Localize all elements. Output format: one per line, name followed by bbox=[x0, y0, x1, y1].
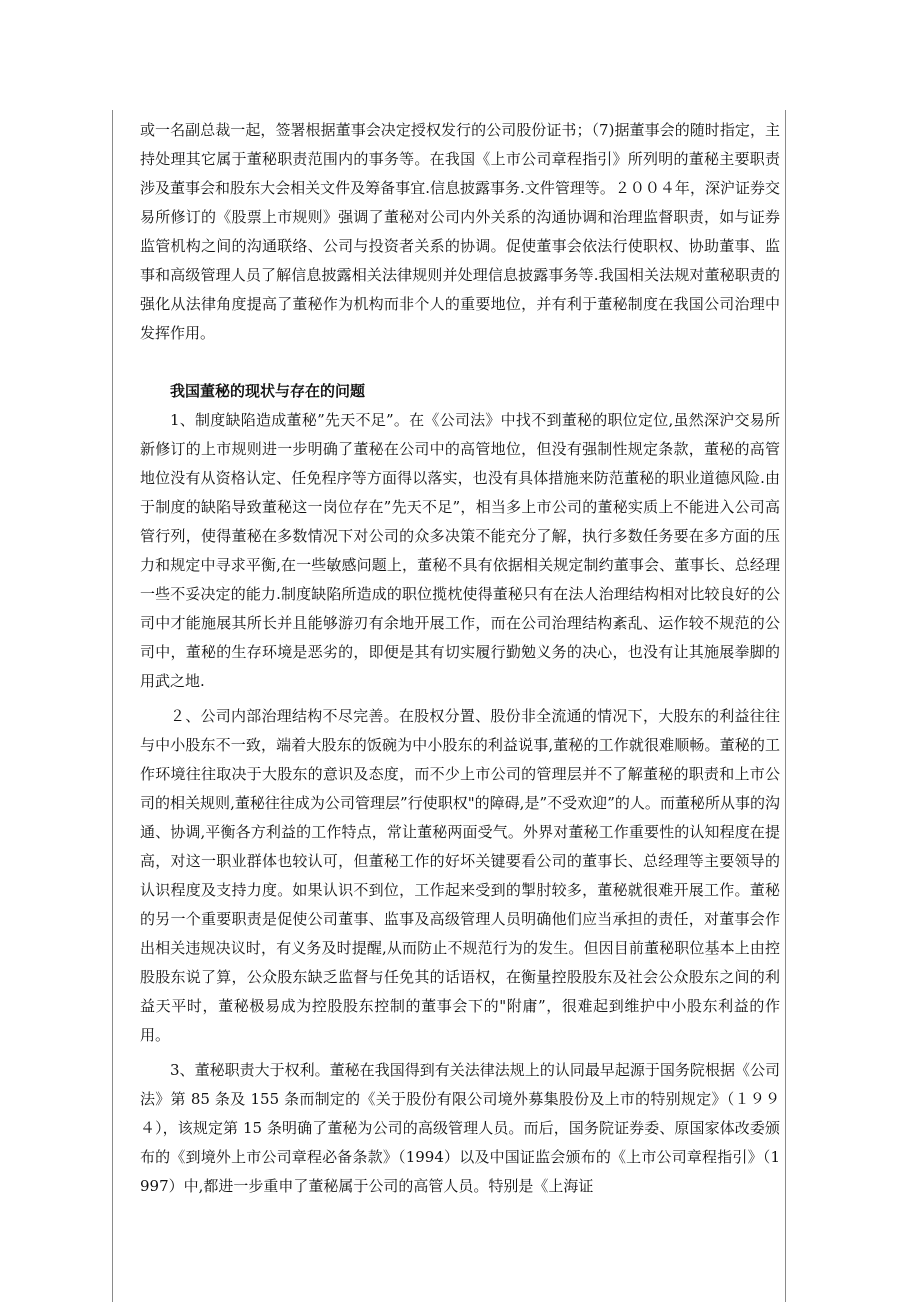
paragraph-internal-governance: ２、公司内部治理结构不尽完善。在股权分置、股份非全流通的情况下，大股东的利益往往与中小股东不一致，端着大股东的饭碗为中小股东的利益说事,董秘的工作就很难顺畅。董秘的工作环境往往取决于大股东的意识及态度，而不少上市公司的管理层并不了解董秘的职责和上市公司的相关规则,董秘往往成为公司管理层”行使职权"的障碍,是”不受欢迎”的人。而董秘所从事的沟通、协调,平衡各方利益的工作特点，常让董秘两面受气。外界对董秘工作重要性的认知程度在提高，对这一职业群体也较认可，但董秘工作的好坏关键要看公司的董事长、总经理等主要领导的认识程度及支持力度。如果认识不到位，工作起来受到的掣肘较多，董秘就很难开展工作。董秘的另一个重要职责是促使公司董事、监事及高级管理人员明确他们应当承担的责任，对董事会作出相关违规决议时，有义务及时提醒,从而防止不规范行为的发生。但因目前董秘职位基本上由控股股东说了算，公众股东缺乏监督与任免其的话语权，在衡量控股股东及社会公众股东之间的利益天平时，董秘极易成为控股股东控制的董事会下的"附庸”，很难起到维护中小股东利益的作用。 bbox=[140, 707, 780, 1044]
paragraph-duties-exceed-rights: 3、董秘职责大于权利。董秘在我国得到有关法律法规上的认同最早起源于国务院根据《公司法》第 85 条及 155 条而制定的《关于股份有限公司境外募集股份及上市的特别规定》（１９９４），该规定第 15 条明确了董秘为公司的高级管理人员。而后，国务院证券委、原国家体改委颁布的《到境外上市公司章程必备条款》（1994）以及中国证监会颁布的《上市公司章程指引》（1997）中,都进一步重申了董秘属于公司的高管人员。特别是《上海证 bbox=[140, 1061, 780, 1195]
left-margin-rule bbox=[112, 110, 113, 1302]
section-heading: 我国董秘的现状与存在的问题 bbox=[170, 382, 366, 400]
paragraph-duties-continued: 或一名副总裁一起，签署根据董事会决定授权发行的公司股份证书；（7)据董事会的随时指定，主持处理其它属于董秘职责范围内的事务等。在我国《上市公司章程指引》所列明的董秘主要职责涉及董事会和股东大会相关文件及筹备事宜.信息披露事务.文件管理等。２００４年，深沪证券交易所修订的《股票上市规则》强调了董秘对公司内外关系的沟通协调和治理监督职责，如与证券监管机构之间的沟通联络、公司与投资者关系的协调。促使董事会依法行使职权、协助董事、监事和高级管理人员了解信息披露相关法律规则并处理信息披露事务等.我国相关法规对董秘职责的强化从法律角度提高了董秘作为机构而非个人的重要地位，并有利于董秘制度在我国公司治理中发挥作用。 bbox=[140, 121, 780, 342]
document-body bbox=[140, 116, 780, 1201]
paragraph-institutional-defects: 1、制度缺陷造成董秘”先天不足”。在《公司法》中找不到董秘的职位定位,虽然深沪交易所新修订的上市规则进一步明确了董秘在公司中的高管地位，但没有强制性规定条款，董秘的高管地位没有从资格认定、任免程序等方面得以落实，也没有具体措施来防范董秘的职业道德风险.由于制度的缺陷导致董秘这一岗位存在”先天不足”，相当多上市公司的董秘实质上不能进入公司高管行列，使得董秘在多数情况下对公司的众多决策不能充分了解，执行多数任务要在多方面的压力和规定中寻求平衡,在一些敏感问题上，董秘不具有依据相关规定制约董事会、董事长、总经理一些不妥决定的能力.制度缺陷所造成的职位揽枕使得董秘只有在法人治理结构相对比较良好的公司中才能施展其所长并且能够游刃有余地开展工作，而在公司治理结构紊乱、运作较不规范的公司中，董秘的生存环境是恶劣的，即便是其有切实履行勤勉义务的决心，也没有让其施展拳脚的用武之地. bbox=[140, 411, 780, 690]
right-margin-rule bbox=[785, 110, 786, 1302]
